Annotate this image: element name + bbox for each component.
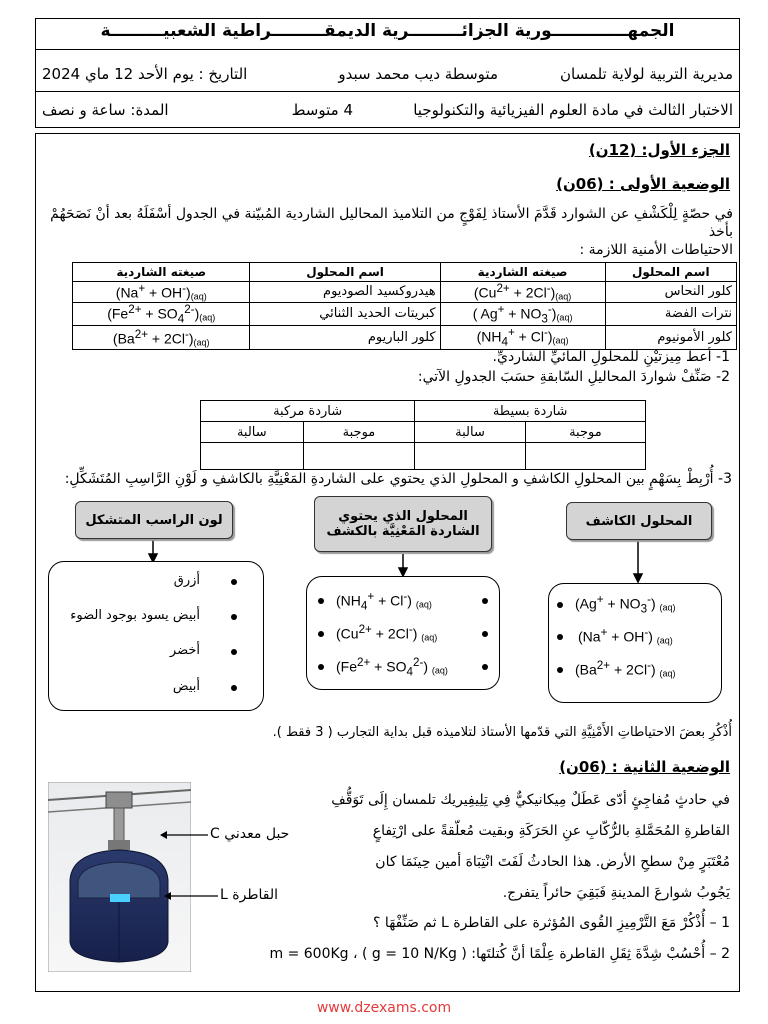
situation2-question-1: 1 – أُذْكُرْ مَعَ التَّرْمِيزِ القُوى المُؤثرة على القاطرة L ثم صَنِّفْهَا ؟ — [373, 915, 730, 931]
table-row — [73, 302, 737, 325]
connection-dot[interactable] — [557, 634, 563, 640]
table-row — [73, 282, 737, 303]
color-option: أزرق — [173, 573, 200, 588]
solution-name: هيدروكسيد الصوديوم — [250, 282, 440, 303]
reagent-header: المحلول الكاشف — [566, 502, 712, 540]
connection-dot[interactable] — [482, 598, 488, 604]
simple-ion-header: شاردة بسيطة — [415, 401, 646, 422]
situation2-title: الوضعية الثانية : (06ن) — [559, 758, 730, 776]
color-option: أبيض — [172, 679, 200, 694]
color-option: أخضر — [169, 643, 200, 658]
target-formula: $(Fe^{2+} + SO_4^{2-})$ $_{(aq)}$ — [336, 656, 448, 679]
compound-ion-header: شاردة مركبة — [201, 401, 415, 422]
table-row — [73, 326, 737, 349]
positive-col: موجبة — [303, 422, 415, 443]
hanger-arm — [114, 808, 124, 844]
solution-name: كلور الباريوم — [250, 326, 440, 349]
cable-label: حبل معدني C — [210, 826, 290, 842]
text-line: مُعْتَبَرٍ مِنْ سطحِ الأرض. هذا الحادثُ لَفَتَ انْتِبَاهَ أمين حِينَمَا كان — [375, 854, 730, 870]
formula-cell: $(Na^+ + OH^-)_{(aq)}$ — [73, 282, 250, 303]
question-2: 2- صَنِّفْ شواردَ المحاليلِ السّابقةِ حسَبَ الجدولِ الآتي: — [417, 369, 730, 385]
school-name: متوسطة ديب محمد سبدو — [338, 65, 498, 83]
connection-dot[interactable] — [557, 667, 563, 673]
header-divider — [36, 91, 739, 92]
negative-col: سالبة — [415, 422, 526, 443]
intro-line: في حصّةٍ لِلْكَشْفِ عن الشوارد قَدَّمَ الأستاذ لِفَوْجٍ من التلاميذ المحاليل الشاردية المُبيّنة في الجدول أسْفَلَهُ بعد أنْ نَصَحَهُمْ بأخذ — [50, 206, 733, 240]
connection-dot[interactable] — [231, 685, 237, 691]
header-box — [35, 18, 740, 128]
connection-dot[interactable] — [482, 664, 488, 670]
directorate: مديرية التربية لولاية تلمسان — [559, 65, 733, 83]
situation1-intro — [33, 205, 733, 259]
exam-duration: المدة: ساعة و نصف — [42, 101, 169, 119]
col-name: اسم المحلول — [250, 263, 440, 282]
connection-dot[interactable] — [318, 631, 324, 637]
situation2-question-2: 2 – أُحْسُبْ شِدَّةَ ثِقَلِ القاطرة عِلْمًا أنَّ كُتلتَها: m = 600Kg ، ( g = 10 N/Kg ) — [269, 946, 730, 962]
solution-name: كلور الأمونيوم — [605, 326, 736, 349]
connection-dot[interactable] — [231, 579, 237, 585]
answer-cell[interactable] — [303, 443, 415, 470]
answer-cell[interactable] — [525, 443, 645, 470]
text-line: القاطرةِ المُحَمَّلةِ بالرُّكّابِ عنِ الحَرَكَةِ وبقيت مُعلّقةً على ارْتِفاعٍ — [372, 823, 730, 839]
formula-cell: $(Fe^{2+} + SO_4^{2-})_{(aq)}$ — [73, 302, 250, 325]
cabin-label: القاطرة L — [220, 887, 278, 903]
question-1: 1- أعط مِيزتيْنِ للمحلولِ المائيِّ الشارديِّ. — [492, 349, 730, 365]
grip — [106, 792, 132, 808]
col-formula: صيغته الشاردية — [440, 263, 605, 282]
formula-cell: ( $Ag^+ + NO_3^-)_{(aq)}$ — [440, 302, 605, 325]
exam-level: 4 متوسط — [291, 101, 353, 119]
answer-cell[interactable] — [201, 443, 304, 470]
connection-dot[interactable] — [318, 664, 324, 670]
col-formula: صيغته الشاردية — [73, 263, 250, 282]
col-name: اسم المحلول — [605, 263, 736, 282]
formula-cell: $(Cu^{2+} + 2Cl^-)_{(aq)}$ — [440, 282, 605, 303]
negative-col: سالبة — [201, 422, 304, 443]
color-option: أبيض يسود بوجود الضوء — [70, 608, 200, 623]
connection-dot[interactable] — [482, 631, 488, 637]
target-formula: $(NH_4^+ + Cl^-)$ $_{(aq)}$ — [336, 590, 432, 613]
part1-title: الجزء الأول: (12ن) — [588, 141, 730, 159]
connection-dot[interactable] — [318, 598, 324, 604]
text-line: يَجُوبُ شوارعَ المدينةِ فَبَقِيَ حائراً يتفرج. — [502, 885, 730, 901]
question-4: أُذْكُرِ بعضَ الاحتياطاتِ الأَمْنِيَّةِ التي قدّمها الأستاذ لتلاميذه قبل بداية التجارب ( 3 فقط ). — [272, 725, 732, 740]
header-line: الشاردة المَعْنِيَّة بالكشف — [326, 524, 480, 539]
arrow-head — [399, 568, 407, 576]
reagent-formula: $(Ag^+ + NO_3^-)$ $_{(aq)}$ — [575, 593, 676, 616]
situation1-title: الوضعية الأولى : (06ن) — [556, 175, 730, 193]
solution-name: كبريتات الحديد الثنائي — [250, 302, 440, 325]
header-divider — [36, 49, 739, 50]
question-3: 3- أُرْبِطْ بِسَهْمٍ بين المحلولِ الكاشفِ و المحلولِ الذي يحتوي على الشاردةِ المَعْنِيَّةِ بالكاشفِ و لَوْنِ الرَّاسِبِ المُتَشَكِّلِ: — [64, 471, 732, 487]
connection-dot[interactable] — [231, 649, 237, 655]
answer-cell[interactable] — [415, 443, 526, 470]
republic-title: الجمهـــــــــــــورية الجزائـــــــــرية الديمقـــــــــراطية الشعبيـــــــــة — [100, 21, 675, 41]
target-formula: $(Cu^{2+} + 2Cl^-)$ $_{(aq)}$ — [336, 623, 438, 643]
site-url[interactable]: www.dzexams.com — [316, 1000, 452, 1016]
connection-dot[interactable] — [231, 614, 237, 620]
ion-classification-table — [200, 400, 646, 470]
formula-cell: $(NH_4^+ + Cl^-)_{(aq)}$ — [440, 326, 605, 349]
reagent-formula: (Na+ + OH-) $_{(aq)}$ — [578, 626, 673, 646]
exam-title: الاختبار الثالث في مادة العلوم الفيزيائية والتكنولوجيا — [413, 101, 733, 119]
reagent-formula: $(Ba^{2+} + 2Cl^-)$ $_{(aq)}$ — [575, 659, 676, 679]
connection-dot[interactable] — [557, 602, 563, 608]
solutions-table — [72, 262, 737, 350]
arrow-head — [634, 574, 642, 582]
intro-line: الاحتياطات الأمنية اللازمة : — [579, 242, 733, 258]
positive-col: موجبة — [525, 422, 645, 443]
formula-cell: $(Ba^{2+} + 2Cl^-)_{(aq)}$ — [73, 326, 250, 349]
text-line: في حادثٍ مُفاجِئٍ أدّى عَطَلٌ مِيكانيكيٌّ فِي تِلِيفِيريك تلمسان إِلَى تَوَقُّفِ — [331, 792, 730, 808]
solution-name: نترات الفضة — [605, 302, 736, 325]
header-line: المحلول الذي يحتوي — [338, 509, 468, 524]
display — [110, 894, 130, 902]
exam-date: التاريخ : يوم الأحد 12 ماي 2024 — [42, 65, 248, 83]
situation2-text — [310, 785, 730, 909]
precipitate-color-header: لون الراسب المتشكل — [75, 501, 233, 539]
target-solution-header — [314, 496, 492, 552]
solution-name: كلور النحاس — [605, 282, 736, 303]
